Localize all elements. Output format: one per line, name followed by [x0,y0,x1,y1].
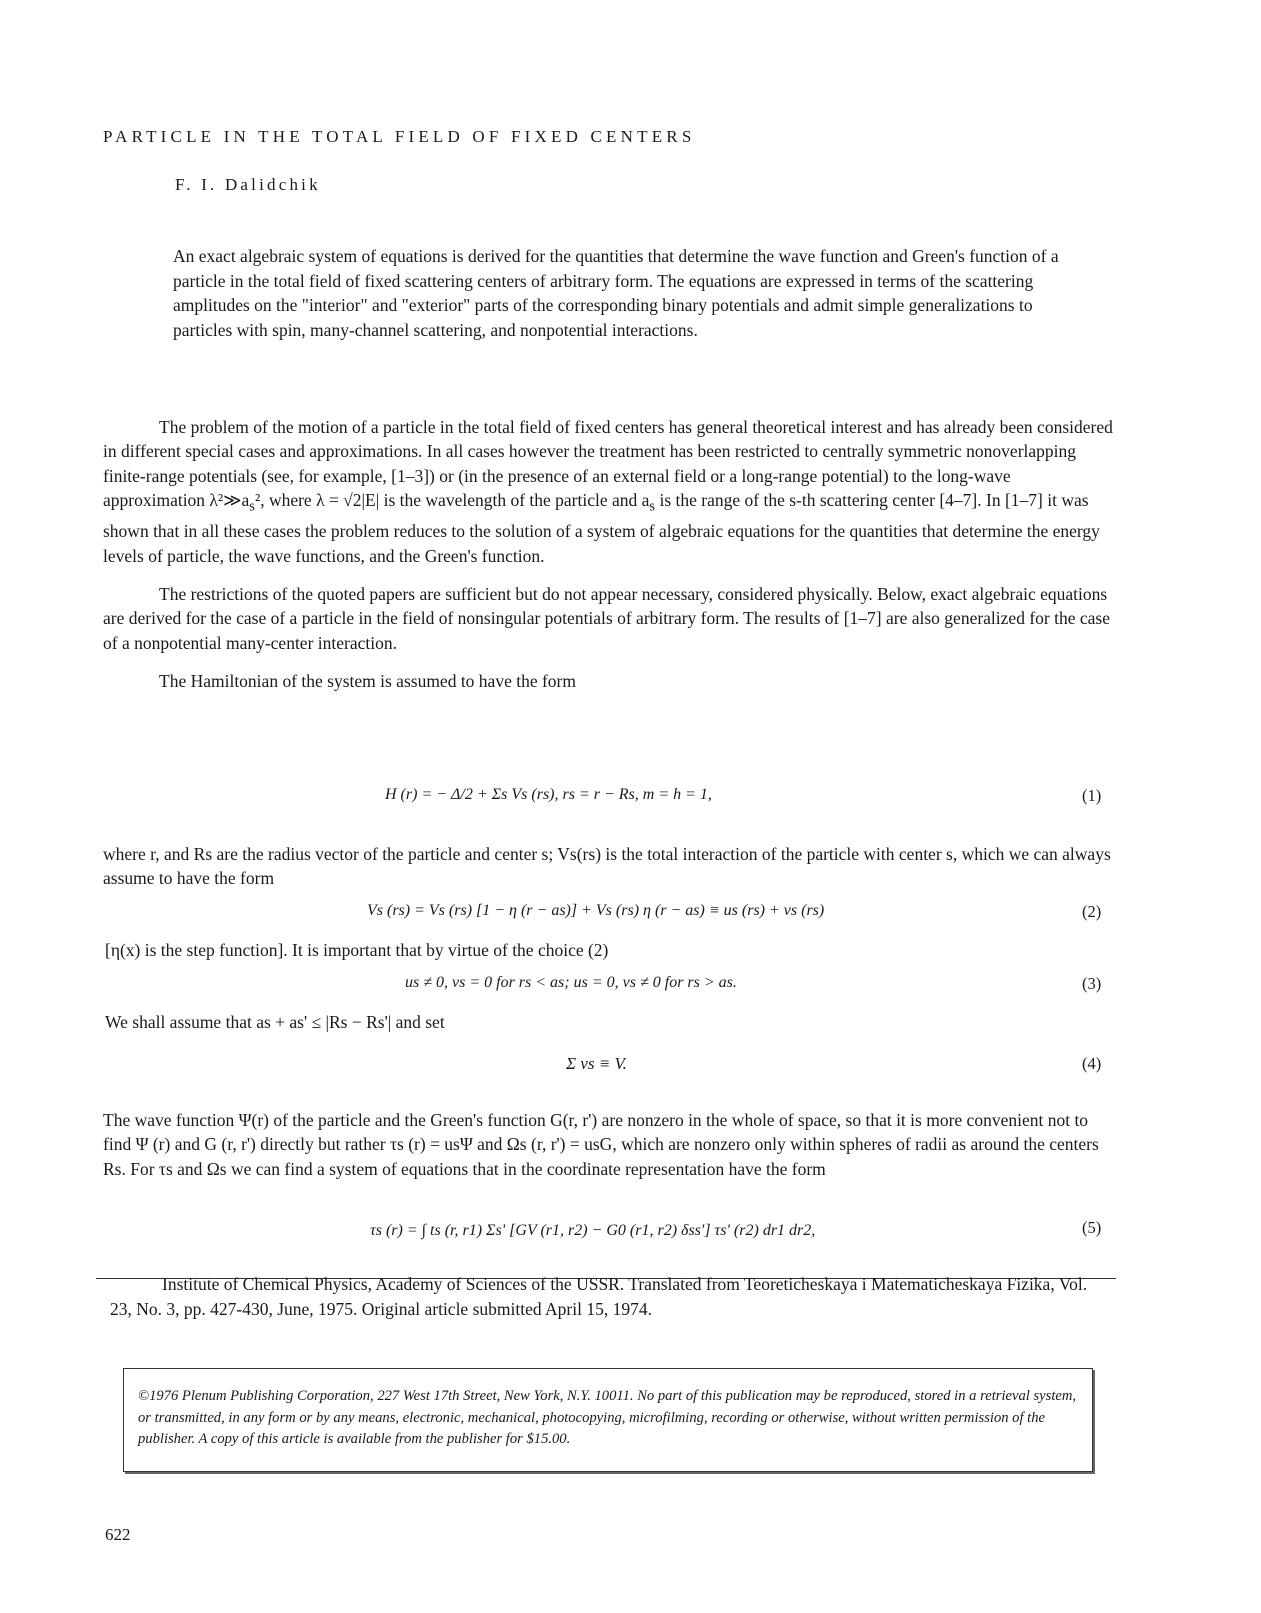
copyright-text: ©1976 Plenum Publishing Corporation, 227 West 17th Street, New York, N.Y. 10011. No part of this publication may be reproduced, stored in a retrieval system, or transmitted, in any form or by any means, electronic, mechanical, photocopying, microfilming, recording or otherwise, without written permission of the publisher. A copy of this article is available from the publisher for $15.00. [138,1388,1077,1447]
article-title: PARTICLE IN THE TOTAL FIELD OF FIXED CENTERS [103,127,696,146]
page-number: 622 [105,1525,131,1544]
paragraph-wave-function: The wave function Ψ(r) of the particle and the Green's function G(r, r') are nonzero in the whole of space, so that it is more convenient not to find Ψ (r) and G (r, r') directly but rather τs (r) = usΨ and Ωs (r, r') = usG, which are nonzero only within spheres of radii as around the centers Rs. For τs and Ωs we can find a system of equations that in the coordinate representation have the form [103,1110,1099,1179]
equation-1-number: (1) [1082,786,1102,805]
equation-4-number: (4) [1082,1054,1102,1073]
equation-2: Vs (rs) = Vs (rs) [1 − η (r − as)] + Vs (rs) η (r − as) ≡ us (rs) + vs (rs) [367,902,825,919]
paragraph-after-eq1: where r, and Rs are the radius vector of the particle and center s; Vs(rs) is the total interaction of the particle with center s, which we can always assume to have the form [103,844,1111,889]
equation-4: Σ vs ≡ V. [566,1054,627,1073]
abstract [173,244,1073,342]
equation-2-number: (2) [1082,902,1102,921]
step-function-note: [η(x) is the step function]. It is important that by virtue of the choice (2) [105,940,609,960]
intro-paragraphs [103,415,1113,694]
copyright-box [123,1368,1093,1472]
paragraph-2: The restrictions of the quoted papers are sufficient but do not appear necessary, considered physically. Below, exact algebraic equations are derived for the case of a particle in the field of nonsingular potentials of arbitrary form. The results of [1–7] are also generalized for the case of a nonpotential many-center interaction. [103,583,1110,653]
abstract-text: An exact algebraic system of equations is derived for the quantities that determine the wave function and Green's function of a particle in the total field of fixed scattering centers of arbitrary form. The equations are expressed in terms of the scattering amplitudes on the "interior" and "exterior" parts of the corresponding binary potentials and admit simple generalizations to particles with spin, many-channel scattering, and nonpotential interactions. [173,246,1059,340]
author-name: F. I. Dalidchik [175,175,321,194]
equation-3: us ≠ 0, vs = 0 for rs < as; us = 0, vs ≠ 0 for rs > as. [405,974,737,991]
equation-5: τs (r) = ∫ ts (r, r1) Σs' [GV (r1, r2) − G0 (r1, r2) δss'] τs' (r2) dr1 dr2, [370,1222,816,1239]
paragraph-1: The problem of the motion of a particle in the total field of fixed centers has general theoretical interest and has already been considered in different special cases and approximations. In all cases however the treatment has been restricted to centrally symmetric nonoverlapping finite-range potentials (see, for example, [1–3]) or (in the presence of an external field or a long-range potential) to the long-wave approximation $\lambda^2≫a_s^2$, where λ = √2|E| is the wavelength of the particle and $a_s$ is the range of the s-th scattering center [4–7]. In [1–7] it was shown that in all these cases the problem reduces to the solution of a system of algebraic equations for the quantities that determine the energy levels of particle, the wave functions, and the Green's function. [103,417,1113,566]
equation-1: H (r) = − Δ/2 + Σs Vs (rs), rs = r − Rs, m = h = 1, [385,786,712,803]
equation-5-number: (5) [1082,1218,1102,1237]
paragraph-3: The Hamiltonian of the system is assumed to have the form [159,671,576,692]
equation-3-number: (3) [1082,974,1102,993]
affiliation-footnote: Institute of Chemical Physics, Academy of Sciences of the USSR. Translated from Teoreticheskaya i Matematicheskaya Fizika, Vol. 23, No. 3, pp. 427-430, June, 1975. Original article submitted April 15, 1974. [110,1274,1088,1319]
assumption-line: We shall assume that as + as' ≤ |Rs − Rs'| and set [105,1012,445,1032]
